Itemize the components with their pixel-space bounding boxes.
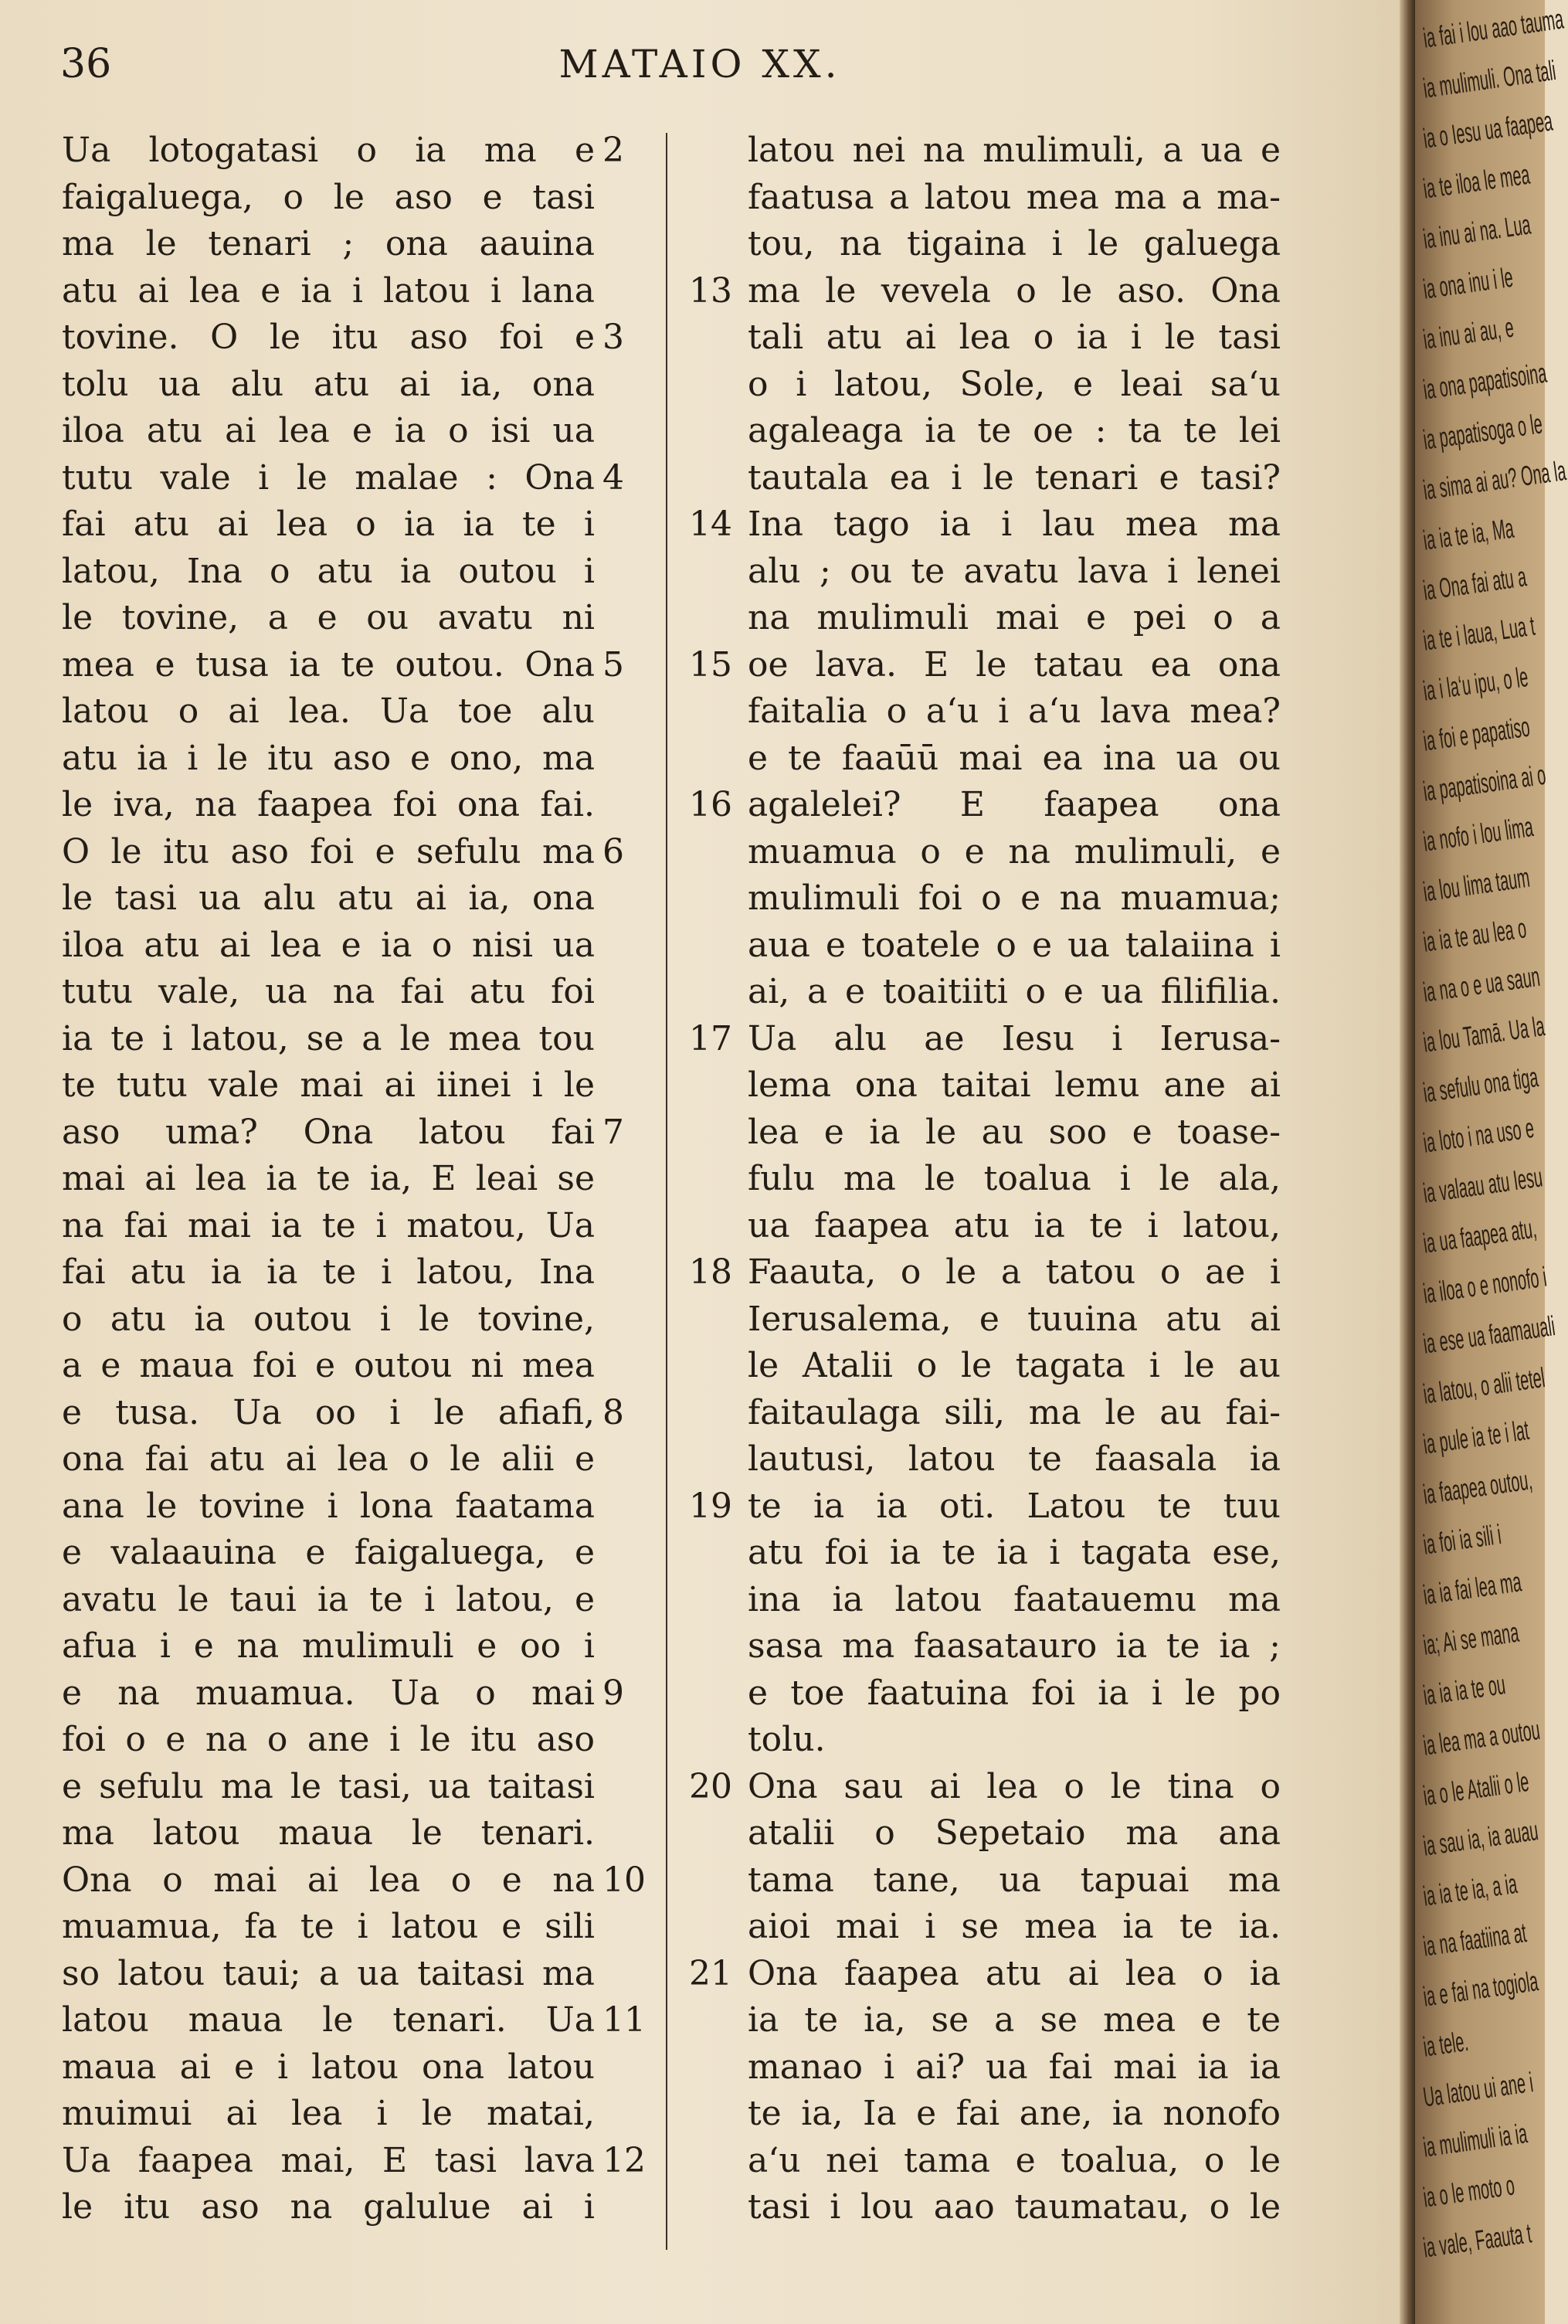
bleed-through-line: ia lou lima taum: [1420, 861, 1532, 908]
line-text: Ua alu ae Iesu i Ierusa-: [748, 1018, 1281, 1058]
text-line: [695, 1997, 1281, 2044]
bleed-through-line: ia tele.: [1420, 2024, 1471, 2063]
text-line: [689, 268, 1281, 315]
verse-number: 16: [689, 785, 732, 824]
text-line: [62, 1483, 618, 1531]
verse-number: 20: [689, 1766, 732, 1806]
line-text: agaleaga ia te oe : ta te lei: [748, 411, 1281, 450]
text-line: [689, 1016, 1281, 1063]
bleed-through-line: ia papatisoina ai o: [1420, 758, 1548, 807]
verse-number: 17: [689, 1018, 732, 1058]
bleed-through-line: ia o le moto o: [1420, 2169, 1517, 2214]
line-text: le tovine, a e ou avatu ni: [62, 598, 595, 637]
bleed-through-line: ia nofo i lou lima: [1420, 810, 1536, 858]
line-text: le tasi ua alu atu ai ia, ona: [62, 878, 595, 918]
text-line: [695, 1156, 1281, 1203]
bleed-through-line: ia ia te ia, Ma: [1420, 511, 1516, 556]
line-text: tama tane, ua tapuai ma: [748, 1860, 1281, 1900]
next-page-edge: [1415, 0, 1568, 2324]
verse-number: 9: [602, 1673, 624, 1713]
verse-number: 11: [602, 2000, 646, 2040]
line-text: e te faaūū mai ea ina ua ou: [748, 738, 1281, 778]
bleed-through-line: ia ona papatisoina: [1420, 356, 1549, 406]
page-header: [0, 37, 1400, 91]
bleed-through-line: ia lou Tamā. Ua la: [1420, 1010, 1547, 1058]
text-line: [695, 1810, 1281, 1857]
bleed-through-line: ia valaau atu Iesu: [1420, 1160, 1545, 1209]
text-line: [62, 221, 618, 268]
line-text: ina ia latou faatauemu ma: [748, 1579, 1281, 1619]
line-text: aioi mai i se mea ia te ia.: [748, 1907, 1281, 1946]
line-text: tautala ea i le tenari e tasi?: [748, 457, 1281, 498]
bleed-through-line: ia ia fai lea ma: [1420, 1565, 1523, 1611]
line-text: latou o ai lea. Ua toe alu: [62, 691, 595, 731]
line-text: e tusa. Ua oo i le afiafi,: [62, 1392, 595, 1432]
bleed-through-line: ia e fai na togiola: [1420, 1965, 1540, 2013]
text-line: [62, 127, 624, 175]
text-line: [62, 782, 618, 829]
text-line: [695, 595, 1281, 642]
text-line: [62, 1670, 624, 1718]
bleed-through-line: ia lea ma a outou: [1420, 1713, 1542, 1762]
text-line: [62, 1016, 618, 1063]
text-line: [695, 1343, 1281, 1390]
text-line: [695, 1904, 1281, 1951]
text-line: [695, 1530, 1281, 1577]
page-number: 36: [60, 41, 112, 87]
text-line: [62, 362, 618, 409]
line-text: faitaulaga sili, ma le au fai-: [748, 1392, 1281, 1432]
bleed-through-line: Ua latou ui ane i: [1420, 2066, 1536, 2113]
text-line: [62, 2091, 618, 2138]
line-text: Faauta, o le a tatou o ae i: [748, 1252, 1281, 1292]
line-text: Ona o mai ai lea o e na: [62, 1860, 595, 1900]
line-text: fai atu ai lea o ia ia te i: [62, 505, 595, 544]
bleed-through-line: ia inu ai na. Lua: [1420, 208, 1533, 255]
right-column: [689, 127, 1281, 2231]
text-line: [695, 408, 1281, 455]
text-line: [695, 221, 1281, 268]
line-text: lea e ia le au soo e toase-: [748, 1112, 1281, 1152]
text-line: [62, 829, 624, 876]
text-line: [695, 1436, 1281, 1483]
text-line: [62, 922, 618, 970]
bleed-through-line: ia latou, o alii tetel: [1420, 1361, 1547, 1410]
line-text: foi o e na o ane i le itu aso: [62, 1720, 595, 1759]
bleed-through-line: ia mulimuli ia ia: [1420, 2117, 1529, 2163]
line-text: o i latou, Sole, e leai sa‘u: [748, 364, 1281, 404]
text-line: [62, 1203, 618, 1250]
text-line: [62, 2184, 618, 2231]
line-text: aso uma? Ona latou fai: [62, 1112, 595, 1152]
verse-number: 6: [602, 831, 624, 872]
line-text: muamua, fa te i latou e sili: [62, 1907, 595, 1946]
text-line: [695, 1623, 1281, 1670]
verse-number: 21: [689, 1953, 732, 1993]
text-line: [62, 1577, 618, 1624]
bleed-through-line: ia sima ai au? Ona la: [1420, 454, 1568, 506]
bleed-through-line: ia papatisoga o le: [1420, 407, 1545, 456]
text-line: [62, 1062, 618, 1109]
bleed-through-line: ia foi ia sili i: [1420, 1517, 1503, 1561]
text-line: [62, 688, 618, 736]
line-text: latou, Ina o atu ia outou i: [62, 551, 595, 591]
line-text: atu ai lea e ia i latou i lana: [62, 270, 595, 311]
text-line: [689, 1483, 1281, 1531]
left-column: [62, 127, 646, 2231]
verse-number: 14: [689, 505, 732, 544]
bleed-through-line: ia mulimuli. Ona tali: [1420, 53, 1558, 104]
text-line: [62, 1530, 618, 1577]
bleed-through-line: ia na faatiina at: [1420, 1916, 1529, 1962]
line-text: fulu ma le toalua i le ala,: [748, 1159, 1281, 1198]
text-line: [695, 1109, 1281, 1157]
text-line: [695, 1062, 1281, 1109]
line-text: na mulimuli mai e pei o a: [748, 598, 1281, 637]
line-text: a‘u nei tama e toalua, o le: [748, 2140, 1281, 2180]
text-line: [689, 782, 1281, 829]
line-text: faigaluega, o le aso e tasi: [62, 177, 595, 217]
text-line: [62, 1997, 646, 2044]
line-text: mai ai lea ia te ia, E leai se: [62, 1159, 595, 1198]
text-line: [62, 268, 618, 315]
text-line: [62, 1717, 618, 1764]
text-line: [689, 501, 1281, 549]
line-text: ma le tenari ; ona aauina: [62, 224, 595, 263]
bleed-through-line: ia i la‘u ipu, o le: [1420, 661, 1530, 707]
text-line: [62, 1623, 618, 1670]
line-text: agalelei? E faapea ona: [748, 785, 1281, 824]
text-line: [695, 2138, 1281, 2185]
text-line: [695, 455, 1281, 502]
line-text: lautusi, latou te faasala ia: [748, 1439, 1281, 1479]
text-line: [62, 736, 618, 783]
line-text: e na muamua. Ua o mai: [62, 1673, 595, 1713]
bleed-through-line: ia o Iesu ua faapea: [1420, 104, 1555, 155]
text-line: [62, 1764, 618, 1811]
line-text: atalii o Sepetaio ma ana: [748, 1813, 1281, 1853]
text-line: [695, 1577, 1281, 1624]
text-line: [62, 1156, 618, 1203]
text-line: [695, 829, 1281, 876]
text-line: [695, 922, 1281, 970]
verse-number: 5: [602, 644, 624, 685]
verse-number: 4: [602, 457, 624, 498]
bleed-through-line: ia iloa o e nonofo i: [1420, 1260, 1549, 1310]
bleed-through-line: ia; Ai se mana: [1420, 1616, 1521, 1661]
line-text: faatusa a latou mea ma a ma-: [748, 177, 1281, 217]
bleed-through-line: ia sau ia, ia auau: [1420, 1814, 1540, 1862]
line-text: ia te i latou, se a le mea tou: [62, 1018, 595, 1058]
bleed-through-line: ia vale, Faauta t: [1420, 2217, 1534, 2264]
line-text: tolu.: [748, 1720, 826, 1759]
line-text: mea e tusa ia te outou. Ona: [62, 644, 595, 685]
line-text: te ia ia oti. Latou te tuu: [748, 1486, 1281, 1526]
line-text: Ua faapea mai, E tasi lava: [62, 2140, 595, 2180]
text-line: [62, 1951, 618, 1998]
bleed-through-line: ia sefulu ona tiga: [1420, 1061, 1540, 1109]
line-text: faitalia o a‘u i a‘u lava mea?: [748, 691, 1281, 731]
line-text: ana le tovine i lona faatama: [62, 1486, 595, 1526]
bleed-through-line: ia ia te au lea o: [1420, 912, 1529, 958]
running-head: MATAIO XX.: [558, 42, 841, 87]
line-text: le iva, na faapea foi ona fai.: [62, 785, 595, 824]
text-line: [62, 969, 618, 1016]
line-text: maua ai e i latou ona latou: [62, 2047, 595, 2087]
bleed-through-line: ia inu ai au, e: [1420, 311, 1516, 355]
line-text: latou nei na mulimuli, a ua e: [748, 131, 1281, 170]
text-line: [695, 314, 1281, 362]
line-text: ma le vevela o le aso. Ona: [748, 270, 1281, 311]
line-text: atu foi ia te ia i tagata ese,: [748, 1533, 1281, 1572]
line-text: oe lava. E le tatau ea ona: [748, 644, 1281, 685]
line-text: Ina tago ia i lau mea ma: [748, 505, 1281, 544]
verse-number: 10: [602, 1860, 646, 1900]
line-text: tali atu ai lea o ia i le tasi: [748, 318, 1281, 357]
text-line: [695, 736, 1281, 783]
text-line: [62, 549, 618, 596]
line-text: Ierusalema, e tuuina atu ai: [748, 1299, 1281, 1339]
text-line: [62, 1857, 646, 1904]
bleed-through-line: ia te i laua, Lua t: [1420, 609, 1537, 657]
bleed-through-line: ia ese ua faamauali: [1420, 1310, 1557, 1360]
text-line: [62, 595, 618, 642]
line-text: ma latou maua le tenari.: [62, 1813, 595, 1853]
line-text: mulimuli foi o e na muamua;: [748, 878, 1281, 918]
line-text: Ona faapea atu ai lea o ia: [748, 1953, 1281, 1993]
text-line: [62, 1436, 618, 1483]
line-text: te tutu vale mai ai iinei i le: [62, 1065, 595, 1105]
line-text: le Atalii o le tagata i le au: [748, 1346, 1281, 1385]
line-text: avatu le taui ia te i latou, e: [62, 1579, 595, 1619]
text-line: [695, 2184, 1281, 2231]
line-text: ai, a e toaitiiti o e ua filifilia.: [748, 972, 1281, 1011]
text-line: [62, 501, 618, 549]
verse-number: 13: [689, 270, 732, 311]
text-line: [62, 1904, 618, 1951]
text-line: [62, 2044, 618, 2091]
text-line: [695, 1857, 1281, 1904]
bleed-through-line: ia ia te ia, a ia: [1420, 1867, 1519, 1912]
line-text: ona fai atu ai lea o le alii e: [62, 1439, 595, 1479]
line-text: e valaauina e faigaluega, e: [62, 1533, 595, 1572]
text-line: [689, 1249, 1281, 1296]
verse-number: 15: [689, 644, 732, 685]
text-line: [695, 1670, 1281, 1718]
text-line: [62, 408, 618, 455]
line-text: atu ia i le itu aso e ono, ma: [62, 738, 595, 778]
line-text: O le itu aso foi e sefulu ma: [62, 831, 595, 872]
bleed-through-line: ia ia ia te ou: [1420, 1668, 1508, 1711]
bleed-through-line: ia te iloa le mea: [1420, 158, 1532, 205]
line-text: aua e toatele o e ua talaiina i: [748, 925, 1281, 965]
line-text: tutu vale, ua na fai atu foi: [62, 972, 595, 1011]
verse-number: 3: [602, 318, 624, 357]
text-line: [695, 2091, 1281, 2138]
line-text: sasa ma faasatauro ia te ia ;: [748, 1626, 1281, 1666]
line-text: a e maua foi e outou ni mea: [62, 1346, 595, 1385]
line-text: tou, na tigaina i le galuega: [748, 224, 1281, 263]
line-text: iloa atu ai lea e ia o nisi ua: [62, 925, 595, 965]
line-text: na fai mai ia te i matou, Ua: [62, 1205, 595, 1245]
verse-number: 18: [689, 1252, 732, 1292]
verse-number: 7: [602, 1112, 624, 1152]
text-line: [689, 1764, 1281, 1811]
line-text: Ona sau ai lea o le tina o: [748, 1766, 1281, 1806]
bleed-through-line: ia ua faapea atu,: [1420, 1211, 1539, 1259]
text-line: [62, 875, 618, 922]
verse-number: 12: [602, 2140, 646, 2180]
bleed-through-line: ia faapea outou,: [1420, 1463, 1535, 1510]
line-text: lema ona taitai lemu ane ai: [748, 1065, 1281, 1105]
text-line: [62, 175, 618, 222]
text-line: [695, 362, 1281, 409]
bleed-through-line: ia ona inu i le: [1420, 260, 1515, 305]
line-text: afua i e na mulimuli e oo i: [62, 1626, 595, 1666]
text-line: [695, 1390, 1281, 1437]
line-text: le itu aso na galulue ai i: [62, 2187, 595, 2227]
text-line: [62, 1249, 618, 1296]
text-line: [62, 642, 624, 689]
text-line: [62, 1343, 618, 1390]
line-text: tolu ua alu atu ai ia, ona: [62, 364, 595, 404]
text-line: [695, 2044, 1281, 2091]
verse-number: 8: [602, 1392, 624, 1432]
text-line: [695, 549, 1281, 596]
bleed-through-line: ia pule ia te i lat: [1420, 1413, 1531, 1460]
text-line: [689, 1951, 1281, 1998]
text-line: [62, 455, 624, 502]
line-text: tutu vale i le malae : Ona: [62, 457, 595, 498]
text-line: [62, 1109, 624, 1157]
line-text: alu ; ou te avatu lava i lenei: [748, 551, 1281, 591]
bleed-through-line: ia foi e papatiso: [1420, 710, 1532, 757]
line-text: ia te ia, se a se mea e te: [748, 2000, 1281, 2040]
line-text: Ua lotogatasi o ia ma e: [62, 131, 595, 170]
text-line: [695, 127, 1281, 175]
text-line: [62, 2138, 646, 2185]
verse-number: 2: [602, 131, 624, 170]
line-text: latou maua le tenari. Ua: [62, 2000, 595, 2040]
line-text: so latou taui; a ua taitasi ma: [62, 1953, 595, 1993]
text-line: [62, 1390, 624, 1437]
bleed-through-line: ia fai i lou aao tauma: [1420, 2, 1566, 54]
line-text: fai atu ia ia te i latou, Ina: [62, 1252, 595, 1292]
text-line: [689, 642, 1281, 689]
text-line: [695, 1203, 1281, 1250]
line-text: tasi i lou aao taumatau, o le: [748, 2187, 1281, 2227]
line-text: e sefulu ma le tasi, ua taitasi: [62, 1766, 595, 1806]
line-text: e toe faatuina foi ia i le po: [748, 1673, 1281, 1713]
text-line: [695, 1717, 1251, 1764]
line-text: manao i ai? ua fai mai ia ia: [748, 2047, 1281, 2087]
text-line: [62, 1810, 618, 1857]
line-text: muamua o e na mulimuli, e: [748, 831, 1281, 872]
line-text: te ia, Ia e fai ane, ia nonofo: [748, 2094, 1281, 2133]
bleed-through-line: ia na o e ua saun: [1420, 960, 1543, 1008]
book-gutter: [1400, 0, 1415, 2324]
bleed-through-line: ia o le Atalii o le: [1420, 1765, 1531, 1812]
text-line: [695, 1296, 1281, 1344]
line-text: tovine. O le itu aso foi e: [62, 318, 595, 357]
text-line: [62, 1296, 618, 1344]
text-line: [695, 688, 1281, 736]
text-line: [62, 314, 624, 362]
bleed-through-line: ia loto i na uso e: [1420, 1111, 1536, 1159]
text-line: [695, 875, 1281, 922]
text-line: [695, 969, 1281, 1016]
line-text: ua faapea atu ia te i latou,: [748, 1205, 1281, 1245]
line-text: o atu ia outou i le tovine,: [62, 1299, 595, 1339]
text-line: [695, 175, 1281, 222]
bleed-through-line: ia Ona fai atu a: [1420, 560, 1529, 606]
line-text: iloa atu ai lea e ia o isi ua: [62, 411, 595, 450]
verse-number: 19: [689, 1486, 732, 1526]
line-text: muimui ai lea i le matai,: [62, 2094, 595, 2133]
column-divider: [666, 133, 667, 2250]
